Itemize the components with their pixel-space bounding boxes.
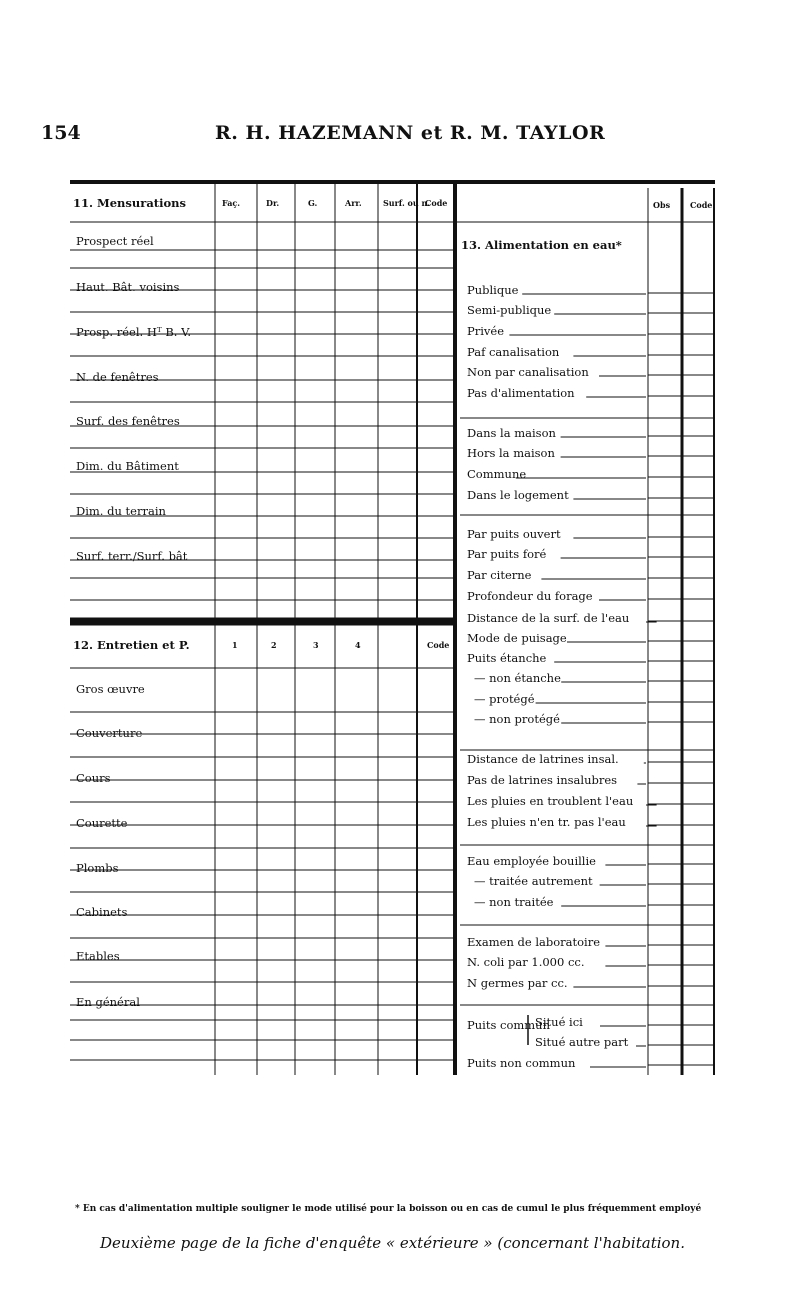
water-item: Publique <box>467 283 519 297</box>
water-item: Par puits ouvert <box>467 527 561 541</box>
column-header: Faç. <box>222 198 241 208</box>
section-13-title: 13. Alimentation en eau* <box>461 238 622 252</box>
water-item: N. coli par 1.000 cc. <box>467 955 585 969</box>
page-number: 154 <box>41 122 81 144</box>
puits-commun-label: Puits commun <box>467 1018 550 1032</box>
row-label: Dim. du terrain <box>76 504 166 518</box>
footnote: * En cas d'alimentation multiple souligner le mode utilisé pour la boisson ou en cas de cumul le plus fréquemment employé <box>75 1204 702 1214</box>
water-item: Eau employée bouillie <box>467 854 596 868</box>
row-label: Cabinets <box>76 905 128 919</box>
column-header: Code <box>427 640 450 650</box>
water-item: Les pluies n'en tr. pas l'eau <box>467 815 626 829</box>
water-item: — non étanche <box>474 671 561 685</box>
situe-ici-label: Situé ici <box>535 1015 583 1029</box>
running-title: R. H. HAZEMANN et R. M. TAYLOR <box>215 122 606 144</box>
water-item: Examen de laboratoire <box>467 935 601 949</box>
water-item: Dans la maison <box>467 426 556 440</box>
water-item: Privée <box>467 324 505 338</box>
water-item: — non protégé <box>474 712 560 726</box>
water-item: Pas de latrines insalubres <box>467 773 618 787</box>
column-header: 1 <box>232 640 238 650</box>
row-label: N. de fenêtres <box>76 370 159 384</box>
row-label: Plombs <box>76 861 119 875</box>
row-label: Cours <box>76 771 111 785</box>
row-label: En général <box>76 995 140 1009</box>
row-label: Prosp. réel. Hᵀ B. V. <box>76 325 192 339</box>
water-item: Par puits foré <box>467 547 547 561</box>
row-label: Etables <box>76 949 120 963</box>
water-item: Dans le logement <box>467 488 569 502</box>
column-header: Obs <box>653 200 671 210</box>
water-item: Les pluies en troublent l'eau <box>467 794 634 808</box>
water-item: Profondeur du forage <box>467 589 593 603</box>
column-header: 4 <box>355 640 361 650</box>
water-item: Distance de latrines insal. <box>467 752 619 766</box>
water-item: — non traitée <box>474 895 554 909</box>
column-header: Arr. <box>345 198 362 208</box>
puits-non-commun-label: Puits non commun <box>467 1056 576 1070</box>
situe-autre-label: Situé autre part <box>535 1035 629 1049</box>
water-item: Pas d'alimentation <box>467 386 575 400</box>
row-label: Surf. des fenêtres <box>76 414 180 428</box>
row-label: Prospect réel <box>76 234 154 248</box>
water-item: Semi-publique <box>467 303 552 317</box>
row-label: Courette <box>76 816 128 830</box>
water-item: — protégé <box>474 692 535 706</box>
row-label: Dim. du Bâtiment <box>76 459 179 473</box>
column-header: Code <box>425 198 448 208</box>
row-label: Haut. Bât. voisins <box>76 280 180 294</box>
water-item: Distance de la surf. de l'eau <box>467 611 630 625</box>
row-label: Gros œuvre <box>76 682 145 696</box>
column-header: G. <box>308 198 318 208</box>
column-header: Dr. <box>266 198 280 208</box>
column-header: Surf. ou n. <box>383 198 431 208</box>
section-11-title: 11. Mensurations <box>73 196 186 210</box>
water-item: N germes par cc. <box>467 976 568 990</box>
water-item: Mode de puisage <box>467 631 567 645</box>
section-12-title: 12. Entretien et P. <box>73 638 190 652</box>
water-item: Hors la maison <box>467 446 555 460</box>
water-item: — traitée autrement <box>474 874 593 888</box>
water-item: Puits étanche <box>467 651 547 665</box>
column-header: 2 <box>271 640 277 650</box>
water-item: Commune <box>467 467 527 481</box>
figure-caption: Deuxième page de la fiche d'enquête « extérieure » (concernant l'habitation. <box>100 1234 685 1252</box>
water-item: Paf canalisation <box>467 345 560 359</box>
water-item: Par citerne <box>467 568 532 582</box>
column-header: 3 <box>313 640 319 650</box>
row-label: Surf. terr./Surf. bât <box>76 549 188 563</box>
column-header: Code <box>690 200 713 210</box>
water-item: Non par canalisation <box>467 365 589 379</box>
row-label: Couverture <box>76 726 143 740</box>
